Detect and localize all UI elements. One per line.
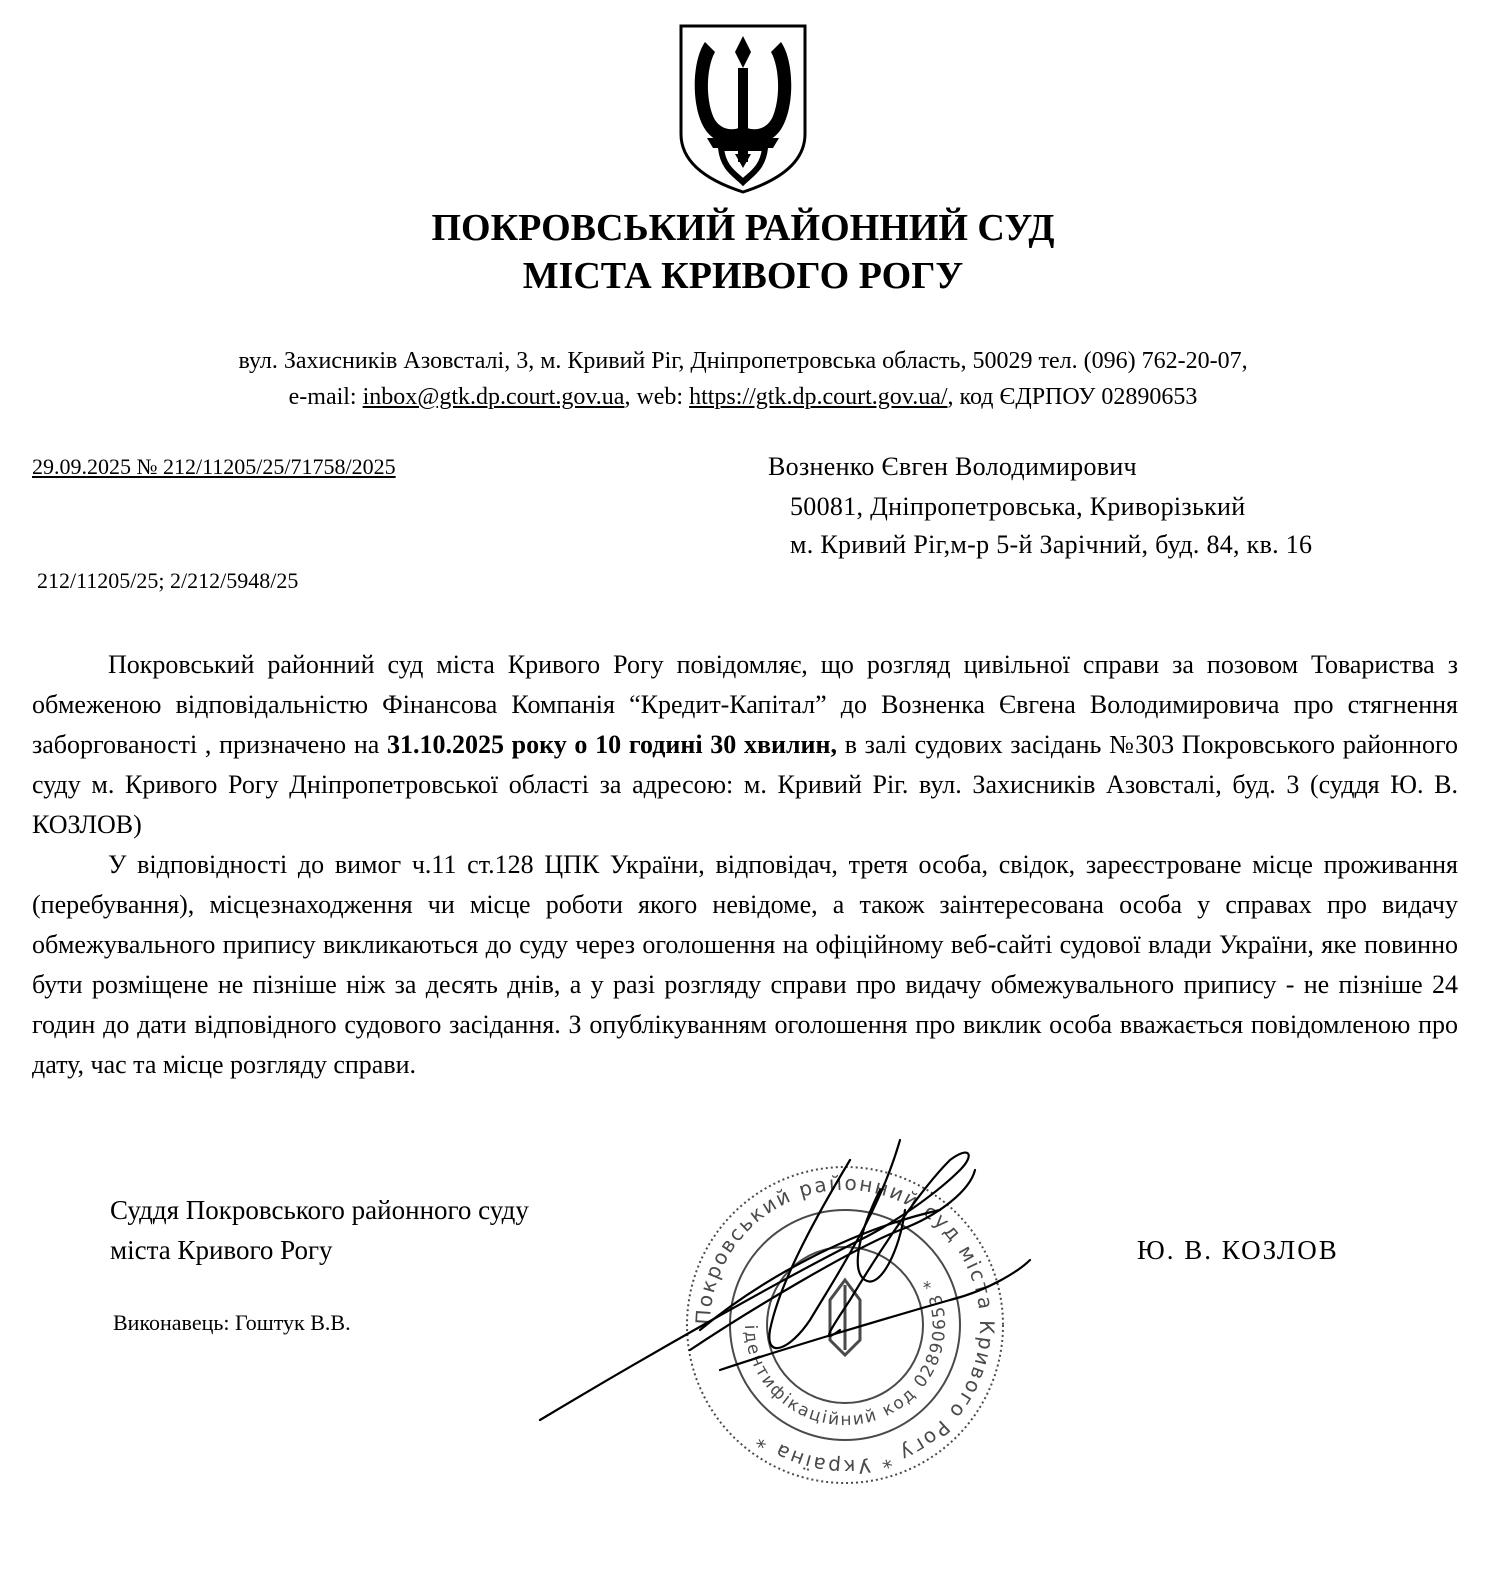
signer-name: Ю. В. КОЗЛОВ [1137, 1235, 1339, 1265]
case-reference: 212/11205/25; 2/212/5948/25 [37, 568, 299, 593]
court-contacts [0, 381, 1486, 413]
web-link[interactable]: https://gtk.dp.court.gov.ua/ [689, 384, 948, 410]
email-label: e-mail: [288, 384, 363, 410]
coat-of-arms-icon [677, 22, 809, 196]
handwritten-signature [520, 1130, 1040, 1430]
court-address: вул. Захисників Азовсталі, 3, м. Кривий Ріг, Дніпропетровська область, 50029 тел. (096) 762-20-07, [238, 348, 1248, 374]
recipient-name: Возненко Євген Володимирович [768, 452, 1137, 481]
stamp-inner-text: ідентифікаційний код 02890653 * [739, 1273, 951, 1431]
court-title-line1: ПОКРОВСЬКИЙ РАЙОННИЙ СУД [431, 207, 1055, 249]
signer-role-line1: Суддя Покровського районного суду [110, 1195, 529, 1225]
notice-paragraph-2: У відповідності до вимог ч.11 ст.128 ЦПК України, відповідач, третя особа, свідок, зареєстроване місце проживання (перебування), місцезнаходження чи місце роботи якого невідоме, а також заінтересована особа у справах про видачу обмежувального припису викликаються до суду через оголошення на офіційному веб-сайті судової влади України, яке повинно бути розміщене не пізніше ніж за десять днів, а у разі розгляду справи про видачу обмежувального припису - не пізніше 24 годин до дати відповідного судового засідання. З опублікуванням оголошення про виклик особа вважається повідомленою про дату, час та місце розгляду справи. [32, 850, 1458, 1079]
hearing-datetime: 31.10.2025 року о 10 годині 30 хвилин, [386, 730, 838, 759]
recipient-address-line1: 50081, Дніпропетровська, Криворізький [790, 492, 1246, 521]
stamp-outer-text: Покровський районний суд міста Кривого Рогу * Україна * [690, 1170, 1000, 1480]
court-title-line2: МІСТА КРИВОГО РОГУ [522, 255, 964, 297]
outgoing-number: 29.09.2025 № 212/11205/25/71758/2025 [32, 454, 396, 479]
signer-role-line2: міста Кривого Рогу [110, 1235, 333, 1265]
recipient-address-line2: м. Кривий Ріг,м-р 5-й Зарічний, буд. 84, кв. 16 [790, 530, 1313, 559]
notice-text-continued: в залі судових засідань №303 Покровського районного суду м. Кривого Рогу Дніпропетровської області за адресою: м. Кривий Ріг. вул. Захисників Азовсталі, буд. 3 (суддя Ю. В. КОЗЛОВ) [32, 730, 1458, 839]
notice-text: Покровський районний суд міста Кривого Рогу повідомляє, що розгляд цивільної справи за позовом Товариства з обмеженою відповідальністю Фінансова Компанія “Кредит-Капітал” до Возненка Євгена Володимировича про стягнення заборгованості , призначено на [32, 650, 1458, 759]
web-label: , web: [624, 384, 690, 410]
executor-name: Виконавець: Гоштук В.В. [113, 1310, 351, 1335]
notice-body [32, 645, 1458, 1085]
email-link[interactable]: inbox@gtk.dp.court.gov.ua [362, 384, 625, 410]
notice-paragraph-1 [32, 645, 1458, 845]
edrpou-code: , код ЄДРПОУ 02890653 [947, 384, 1198, 410]
